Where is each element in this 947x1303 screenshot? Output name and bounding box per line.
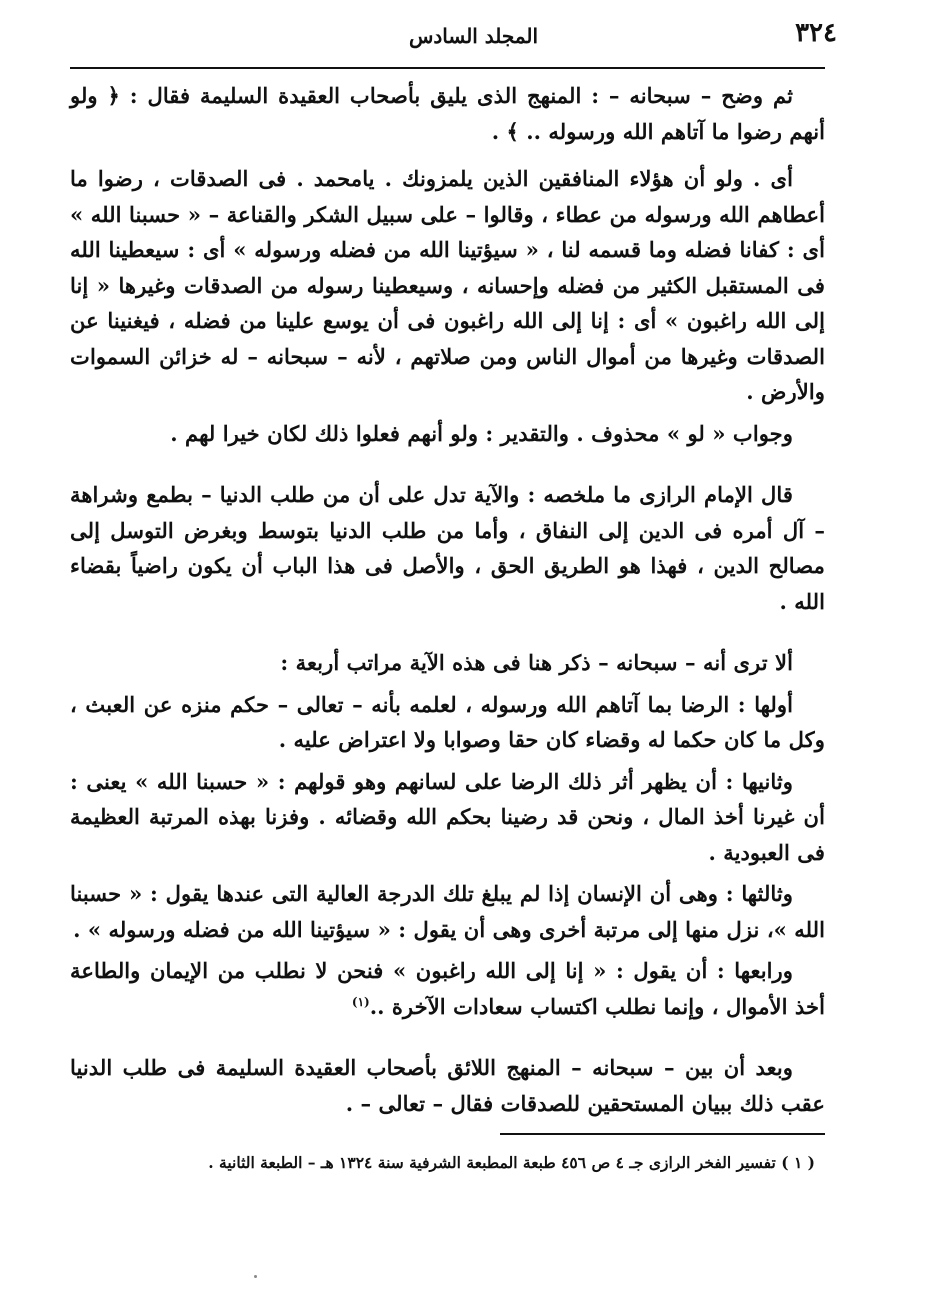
paragraph-third-rank: وثالثها : وهى أن الإنسان إذا لم يبلغ تلك الدرجة العالية التى عندها يقول : « حسبنا الله »، نزل منها إلى مرتبة أخرى وهى أن يقول : « سيؤتينا الله من فضله ورسوله » . <box>70 881 825 942</box>
paragraph-fourth-rank <box>70 953 825 1024</box>
footnote: ( ١ ) تفسير الفخر الرازى جـ ٤ ص ٤٥٦ طبعة المطبعة الشرفية سنة ١٣٢٤ هـ – الطبعة الثانية . <box>208 1153 815 1172</box>
paragraph-second-rank: وثانيها : أن يظهر أثر ذلك الرضا على لسانهم وهو قولهم : « حسبنا الله » يعنى : أن غيرنا أخذ المال ، ونحن قد رضينا بحكم الله وقضائه . وفزنا بهذه المرتبة العظيمة فى العبودية . <box>70 768 825 865</box>
paragraph-fourth-rank-text: ورابعها : أن يقول : « إنا إلى الله راغبون » فنحن لا نطلب من الإيمان والطاعة أخذ الأموال ، وإنما نطلب اكتساب سعادات الآخرة .. <box>70 958 825 1019</box>
paragraph-first-rank: أولها : الرضا بما آتاهم الله ورسوله ، لعلمه بأنه – تعالى – حكم منزه عن العبث ، وكل ما كان حكما له وقضاء كان حقا وصوابا ولا اعتراض عليه . <box>70 691 825 752</box>
page-number: ٣٢٤ <box>795 18 837 48</box>
footnote-divider <box>500 1133 825 1135</box>
paragraph-explanation: أى . ولو أن هؤلاء المنافقين الذين يلمزونك . يامحمد . فى الصدقات ، رضوا ما أعطاهم الله ورسوله من عطاء ، وقالوا – على سبيل الشكر والقناعة – « حسبنا الله » أى : كفانا فضله وما قسمه لنا ، « سيؤتينا الله من فضله ورسوله » أى : سيعطينا الله فى المستقبل الكثير من فضله وإحسانه ، وسيعطينا رسوله من الصدقات وغيرها « إنا إلى الله راغبون » أى : إنا إلى الله راغبون فى أن يوسع علينا من فضله ، فيغنينا عن الصدقات وغيرها من أموال الناس ومن صلاتهم ، لأنه – سبحانه – له خزائن السموات والأرض . <box>70 166 825 404</box>
running-header-title: المجلد السادس <box>408 24 539 48</box>
scan-speck <box>254 1275 257 1278</box>
paragraph-answer: وجواب « لو » محذوف . والتقدير : ولو أنهم فعلوا ذلك لكان خيرا لهم . <box>170 420 793 446</box>
main-text <box>70 78 825 1121</box>
paragraph-conclusion: وبعد أن بين – سبحانه – المنهج اللائق بأصحاب العقيدة السليمة فى طلب الدنيا عقب ذلك ببيان المستحقين للصدقات فقال – تعالى – . <box>70 1055 825 1116</box>
paragraph-razi-quote: قال الإمام الرازى ما ملخصه : والآية تدل على أن من طلب الدنيا – بطمع وشراهة – آل أمره فى الدين إلى النفاق ، وأما من طلب الدنيا بتوسط وبغرض التوسل إلى مصالح الدين ، فهذا هو الطريق الحق ، والأصل فى هذا الباب أن يكون راضياً بقضاء الله . <box>70 482 825 614</box>
paragraph-intro: ثم وضح – سبحانه – : المنهج الذى يليق بأصحاب العقيدة السليمة فقال : ﴿ ولو أنهم رضوا ما آتاهم الله ورسوله .. ﴾ . <box>70 83 825 144</box>
footnote-reference: (١) <box>351 994 370 1009</box>
paragraph-four-ranks: ألا ترى أنه – سبحانه – ذكر هنا فى هذه الآية مراتب أربعة : <box>280 650 793 675</box>
header-divider <box>70 67 825 69</box>
